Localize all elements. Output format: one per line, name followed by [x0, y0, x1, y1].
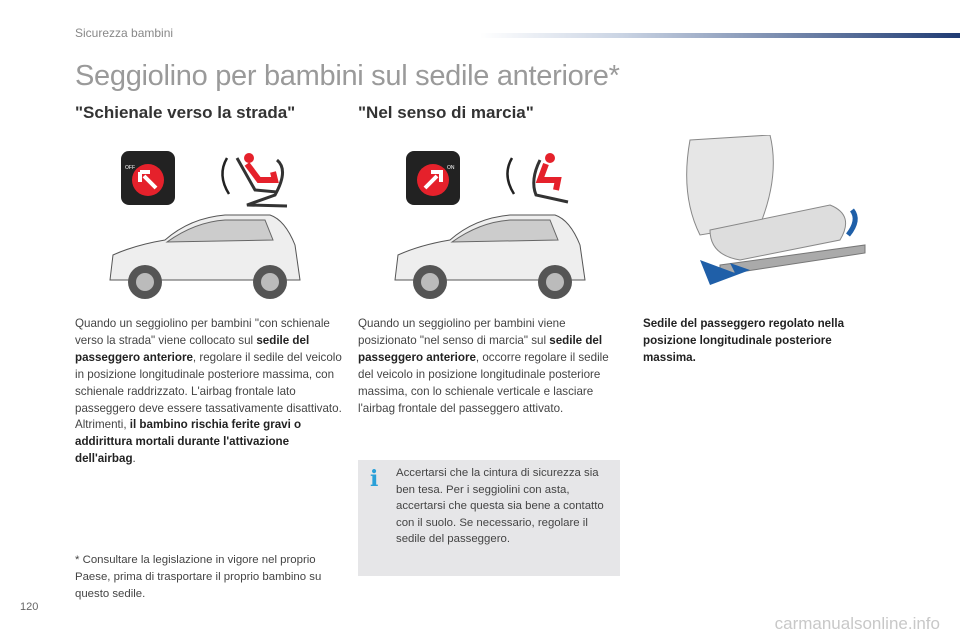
- heading-rear-facing: "Schienale verso la strada": [75, 103, 296, 122]
- info-box: [358, 460, 620, 576]
- off-label: OFF: [125, 165, 135, 171]
- page-title: Seggiolino per bambini sul sedile anteriore*: [75, 60, 620, 92]
- heading-forward-facing: "Nel senso di marcia": [358, 103, 534, 122]
- airbag-on-icon: [405, 150, 461, 206]
- on-label: ON: [447, 165, 455, 171]
- section-header: Sicurezza bambini: [75, 26, 174, 40]
- info-text: Accertarsi che la cintura di sicurezza sia ben tesa. Per i seggiolini con asta, accertarsi che questa sia bene a contatto con il suolo. Se necessario, regolare il sedile del passeggero.: [396, 467, 604, 545]
- page-number: 120: [20, 601, 39, 613]
- header-bar: [480, 33, 960, 38]
- seat-adjustment-illustration: [680, 135, 870, 295]
- footnote: * Consultare la legislazione in vigore nel proprio Paese, prima di trasportare il proprio bambino su questo sedile.: [75, 554, 322, 600]
- forward-facing-seat-icon: [500, 150, 580, 210]
- airbag-off-icon: [120, 150, 176, 206]
- seat-caption: Sedile del passeggero regolato nella posizione longitudinale posteriore massima.: [643, 317, 845, 364]
- car-illustration-forward-facing: [390, 210, 590, 305]
- car-illustration-rear-facing: [105, 210, 305, 305]
- rear-facing-seat-icon: [215, 150, 295, 210]
- watermark: carmanualsonline.info: [774, 614, 940, 633]
- forward-facing-paragraph: Quando un seggiolino per bambini viene posizionato "nel senso di marcia" sul sedile del passeggero anteriore, occorre regolare il sedile del veicolo in posizione longitudinale posteriore massima, con lo schienale verticale e lasciare l'airbag frontale del passeggero attivato.: [358, 317, 609, 415]
- info-icon: i: [370, 466, 379, 492]
- rear-facing-paragraph: Quando un seggiolino per bambini "con schienale verso la strada" viene collocato sul sedile del passeggero anteriore, regolare il sedile del veicolo in posizione longitudinale posteriore massima, con schienale raddrizzato. L'airbag frontale lato passeggero deve essere tassativamente disattivato. Altrimenti, il bambino rischia ferite gravi o addirittura mortali durante l'attivazione dell'airbag.: [75, 317, 342, 466]
